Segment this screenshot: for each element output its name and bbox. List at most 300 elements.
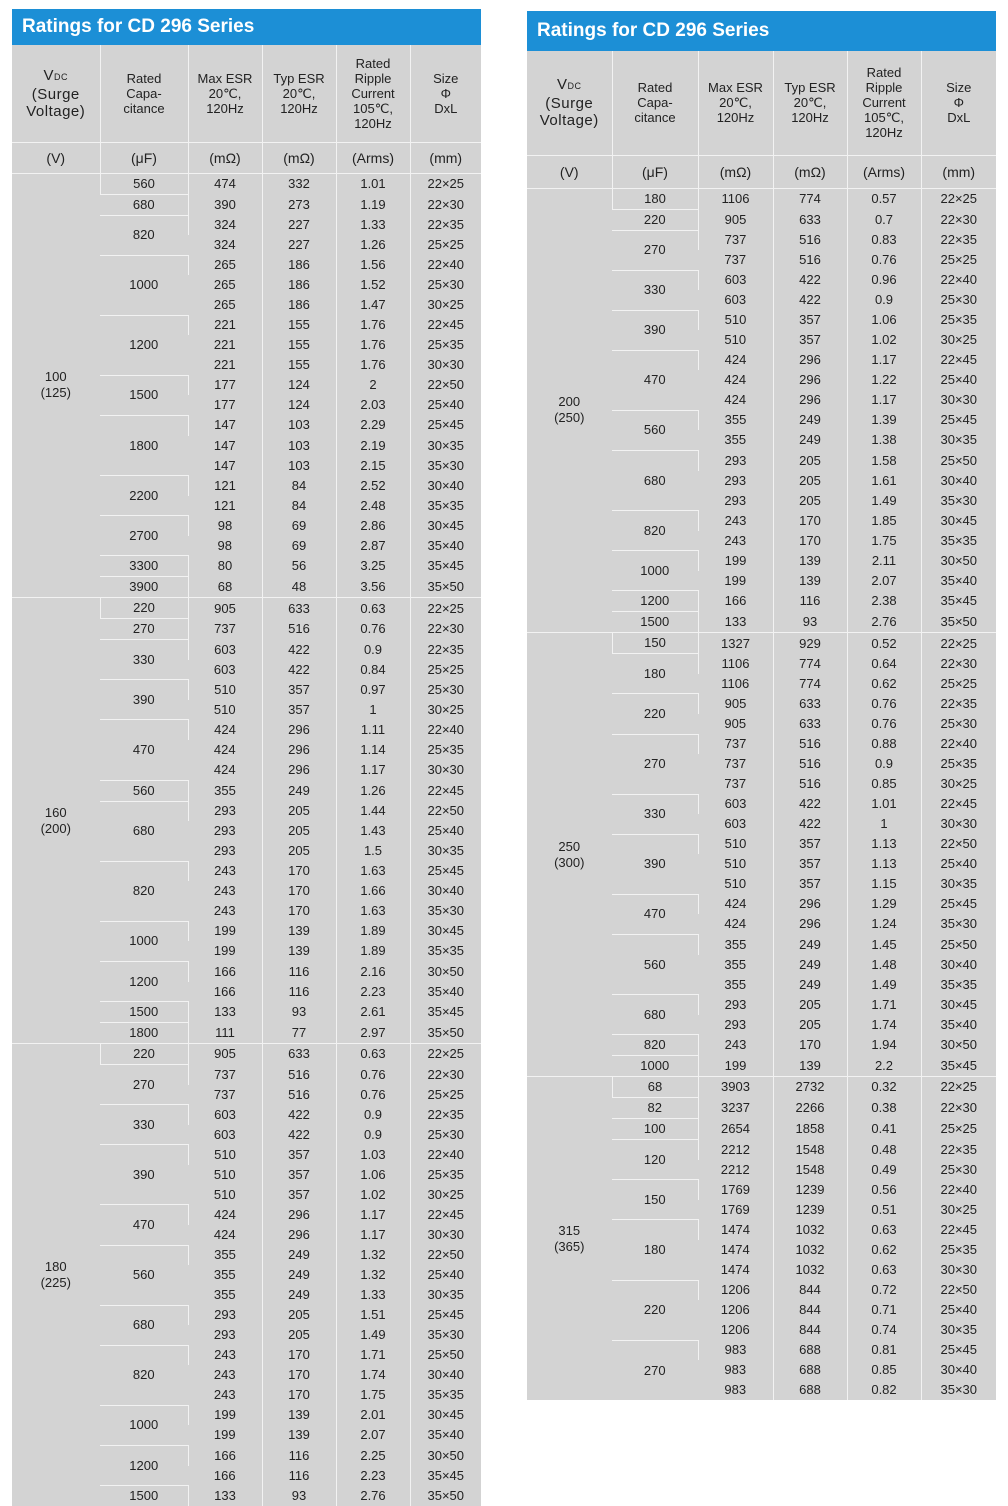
typ-esr-cell: 422	[773, 290, 847, 310]
ripple-current-cell: 2.48	[336, 496, 410, 516]
size-cell: 22×25	[410, 173, 481, 194]
typ-esr-cell: 205	[773, 451, 847, 471]
max-esr-cell: 1106	[698, 654, 773, 674]
surge-voltage-label: (Surge Voltage)	[539, 95, 599, 130]
size-cell: 30×25	[921, 330, 996, 350]
capacitance-cell: 330	[100, 640, 188, 680]
max-esr-cell: 1474	[720, 1241, 750, 1257]
capacitance-cell: 390	[100, 1145, 188, 1205]
typ-esr-cell: 170	[262, 1385, 336, 1405]
size-cell: 25×25	[921, 674, 996, 694]
max-esr-cell: 243	[213, 1367, 236, 1383]
size-cell: 22×35	[921, 230, 996, 250]
capacitance-cell: 1800	[100, 415, 188, 475]
typ-esr-cell: 170	[262, 901, 336, 921]
typ-esr-cell: 186	[262, 295, 336, 315]
capacitance-cell: 470	[612, 894, 698, 934]
size-cell: 35×30	[410, 456, 481, 476]
typ-esr-cell: 422	[262, 1125, 336, 1145]
max-esr-cell: 177	[188, 375, 262, 395]
voltage-cell	[12, 1044, 100, 1506]
ripple-current-cell: 0.62	[847, 1240, 921, 1260]
capacitance-header: Rated Capa- citance	[612, 51, 698, 155]
ripple-current-cell: 1.14	[336, 740, 410, 760]
max-esr-cell: 293	[213, 823, 236, 839]
typ-esr-cell: 1548	[773, 1160, 847, 1180]
max-esr-cell: 510	[724, 332, 747, 348]
max-esr-cell: 221	[213, 357, 236, 373]
typ-esr-cell: 357	[262, 1185, 336, 1205]
max-esr-cell: 603	[698, 794, 773, 814]
typ-esr-cell: 103	[262, 436, 336, 456]
surge-voltage: (300)	[554, 854, 585, 870]
typ-esr-cell: 296	[773, 914, 847, 934]
capacitance-cell: 470	[100, 1205, 188, 1245]
size-cell: 30×30	[921, 814, 996, 834]
max-esr-cell: 510	[213, 1186, 236, 1202]
ripple-current-cell: 1.01	[847, 794, 921, 814]
ripple-current-cell: 1.17	[336, 1225, 410, 1245]
capacitance-cell: 330	[612, 270, 698, 310]
typ-esr-cell: 688	[773, 1340, 847, 1360]
ripple-current-cell: 1.76	[336, 335, 410, 355]
ripple-current-cell: 1.48	[847, 955, 921, 975]
typ-esr-cell: 516	[773, 734, 847, 754]
size-cell: 25×40	[921, 854, 996, 874]
max-esr-cell: 243	[698, 1035, 773, 1056]
typ-esr-cell: 77	[262, 1023, 336, 1044]
ripple-current-cell: 0.76	[336, 1065, 410, 1085]
size-cell: 25×45	[921, 894, 996, 914]
typ-esr-cell: 227	[262, 215, 336, 235]
max-esr-cell: 905	[188, 598, 262, 619]
ripple-current-cell: 1.51	[336, 1305, 410, 1325]
table-row	[12, 1044, 481, 1065]
ripple-current-cell: 1.32	[336, 1245, 410, 1265]
size-cell: 30×40	[410, 1365, 481, 1385]
max-esr-cell: 1474	[698, 1220, 773, 1240]
ripple-current-cell: 0.9	[847, 754, 921, 774]
ripple-current-cell: 0.38	[847, 1098, 921, 1119]
size-cell: 30×35	[921, 874, 996, 894]
typ-esr-cell: 296	[262, 740, 336, 760]
ripple-current-cell: 2.23	[336, 982, 410, 1002]
max-esr-cell: 603	[724, 292, 747, 308]
rated-voltage: 200	[558, 394, 581, 410]
typ-esr-cell: 205	[773, 1015, 847, 1035]
max-esr-cell: 243	[188, 1345, 262, 1365]
typ-esr-cell: 296	[262, 1205, 336, 1225]
size-cell: 25×30	[921, 290, 996, 310]
size-cell: 35×35	[410, 941, 481, 961]
max-esr-cell: 603	[213, 1126, 236, 1142]
typ-esr-cell: 170	[773, 531, 847, 551]
max-esr-cell: 510	[724, 856, 747, 872]
capacitance-cell: 680	[612, 995, 698, 1035]
size-cell: 30×25	[921, 1200, 996, 1220]
capacitance-cell: 470	[100, 720, 188, 780]
size-cell: 25×40	[921, 370, 996, 390]
capacitance-cell: 820	[100, 1345, 188, 1405]
size-cell: 30×35	[410, 841, 481, 861]
size-cell: 22×25	[921, 188, 996, 209]
size-cell: 25×45	[921, 1340, 996, 1360]
max-esr-cell: 2212	[698, 1140, 773, 1160]
max-esr-cell: 510	[213, 1166, 236, 1182]
size-cell: 25×35	[921, 754, 996, 774]
capacitance-header: Rated Capa- citance	[100, 45, 188, 142]
typ-esr-cell: 357	[262, 680, 336, 700]
typ-esr-cell: 422	[262, 660, 336, 680]
ripple-current-cell: 0.52	[847, 633, 921, 654]
size-cell: 35×50	[410, 577, 481, 598]
ripple-current-cell: 0.76	[847, 694, 921, 714]
size-cell: 35×45	[921, 1056, 996, 1077]
capacitance-cell: 560	[612, 410, 698, 450]
ripple-current-cell: 0.32	[847, 1077, 921, 1098]
max-esr-cell: 1327	[698, 633, 773, 654]
max-esr-cell: 424	[213, 762, 236, 778]
size-cell: 30×35	[410, 436, 481, 456]
size-cell: 22×35	[921, 694, 996, 714]
size-cell: 35×40	[410, 536, 481, 556]
max-esr-cell: 68	[188, 577, 262, 598]
size-cell: 22×50	[410, 375, 481, 395]
ripple-current-cell: 1.75	[336, 1385, 410, 1405]
size-cell: 25×45	[921, 410, 996, 430]
size-cell: 25×25	[410, 1085, 481, 1105]
max-esr-cell: 293	[698, 451, 773, 471]
ripple-current-cell: 0.85	[847, 774, 921, 794]
size-cell: 35×40	[410, 982, 481, 1002]
ripple-current-cell: 1.15	[847, 874, 921, 894]
capacitance-cell: 680	[100, 1305, 188, 1345]
max-esr-cell: 1769	[720, 1201, 750, 1217]
max-esr-cell: 133	[698, 612, 773, 633]
ripple-current-cell: 1.89	[336, 941, 410, 961]
typ-esr-cell: 205	[262, 1305, 336, 1325]
unit-size: (mm)	[410, 142, 481, 173]
capacitance-cell: 680	[100, 194, 188, 215]
max-esr-cell: 199	[188, 1405, 262, 1425]
unit-voltage: (V)	[12, 142, 100, 173]
max-esr-cell: 510	[188, 1145, 262, 1165]
capacitance-cell: 220	[100, 598, 188, 619]
unit-size: (mm)	[921, 155, 996, 188]
ripple-current-cell: 1.94	[847, 1035, 921, 1056]
size-cell: 22×40	[410, 1145, 481, 1165]
ripple-current-cell: 0.76	[847, 250, 921, 270]
typ-esr-cell: 249	[262, 1245, 336, 1265]
ripple-current-cell: 1.85	[847, 511, 921, 531]
capacitance-cell: 1200	[100, 1445, 188, 1485]
typ-esr-cell: 688	[773, 1360, 847, 1380]
size-cell: 35×50	[410, 1023, 481, 1044]
capacitance-cell: 560	[100, 1245, 188, 1305]
typ-esr-cell: 84	[262, 496, 336, 516]
size-cell: 25×45	[410, 415, 481, 435]
unit-max-esr: (mΩ)	[698, 155, 773, 188]
max-esr-cell: 737	[698, 230, 773, 250]
ripple-current-cell: 1.43	[336, 821, 410, 841]
capacitance-cell: 820	[100, 861, 188, 921]
table-row	[12, 598, 481, 619]
size-cell: 22×45	[410, 1205, 481, 1225]
max-esr-cell: 1106	[698, 188, 773, 209]
max-esr-cell: 199	[213, 1427, 236, 1443]
ripple-current-cell: 2.25	[336, 1445, 410, 1465]
max-esr-cell: 603	[698, 270, 773, 290]
typ-esr-cell: 633	[262, 1044, 336, 1065]
ripple-current-cell: 2.87	[336, 536, 410, 556]
capacitance-cell: 150	[612, 1180, 698, 1220]
capacitance-cell: 820	[100, 215, 188, 255]
typ-esr-cell: 249	[773, 430, 847, 450]
max-esr-cell: 1474	[720, 1262, 750, 1278]
max-esr-cell: 737	[188, 1065, 262, 1085]
capacitance-cell: 1500	[100, 375, 188, 415]
typ-esr-cell: 357	[773, 874, 847, 894]
ripple-current-cell: 0.76	[336, 1085, 410, 1105]
capacitance-cell: 220	[612, 694, 698, 734]
max-esr-cell: 293	[213, 1327, 236, 1343]
typ-esr-cell: 155	[262, 355, 336, 375]
typ-esr-cell: 332	[262, 173, 336, 194]
voltage-cell	[527, 1077, 612, 1401]
typ-esr-cell: 296	[773, 894, 847, 914]
voltage-cell	[527, 633, 612, 1077]
ripple-current-cell: 0.57	[847, 188, 921, 209]
typ-esr-cell: 249	[262, 1285, 336, 1305]
capacitance-cell: 120	[612, 1140, 698, 1180]
size-cell: 35×35	[410, 496, 481, 516]
size-cell: 25×50	[921, 451, 996, 471]
typ-esr-cell: 139	[262, 941, 336, 961]
typ-esr-cell: 139	[773, 571, 847, 591]
typ-esr-cell: 296	[262, 720, 336, 740]
ripple-current-cell: 0.63	[336, 1044, 410, 1065]
capacitance-cell: 560	[612, 935, 698, 995]
size-cell: 25×40	[410, 821, 481, 841]
capacitance-cell: 1800	[100, 1023, 188, 1044]
size-cell: 30×30	[410, 1225, 481, 1245]
ripple-current-cell: 1.58	[847, 451, 921, 471]
max-esr-cell: 737	[724, 252, 747, 268]
ripple-current-cell: 1.29	[847, 894, 921, 914]
ripple-current-cell: 1.75	[847, 531, 921, 551]
vdc-label: VDC	[43, 66, 68, 84]
size-cell: 30×30	[410, 355, 481, 375]
typ-esr-cell: 186	[262, 275, 336, 295]
typ-esr-cell: 1548	[773, 1140, 847, 1160]
max-esr-cell: 737	[188, 619, 262, 640]
max-esr-cell: 603	[724, 816, 747, 832]
vdc-header	[527, 51, 612, 155]
size-cell: 35×50	[921, 612, 996, 633]
capacitance-cell: 270	[612, 230, 698, 270]
size-cell: 25×30	[410, 275, 481, 295]
typ-esr-cell: 69	[262, 516, 336, 536]
size-cell: 22×50	[410, 801, 481, 821]
typ-esr-cell: 139	[773, 1056, 847, 1077]
max-esr-cell: 265	[213, 297, 236, 313]
size-cell: 25×35	[410, 740, 481, 760]
max-esr-cell: 324	[213, 237, 236, 253]
ripple-current-cell: 1.89	[336, 921, 410, 941]
typ-esr-cell: 516	[773, 250, 847, 270]
rated-voltage: 315	[558, 1222, 581, 1238]
typ-esr-cell: 249	[262, 1265, 336, 1285]
ripple-current-cell: 0.96	[847, 270, 921, 290]
max-esr-cell: 147	[213, 457, 236, 473]
typ-esr-cell: 516	[773, 754, 847, 774]
ripple-current-cell: 1.45	[847, 935, 921, 955]
max-esr-cell: 737	[213, 1086, 236, 1102]
max-esr-cell: 1206	[698, 1280, 773, 1300]
max-esr-cell: 199	[724, 572, 747, 588]
size-cell: 30×50	[410, 1445, 481, 1465]
size-cell: 30×30	[921, 390, 996, 410]
size-header: Size Φ DxL	[410, 45, 481, 142]
size-cell: 22×30	[410, 619, 481, 640]
size-cell: 22×35	[410, 1105, 481, 1125]
typ-esr-cell: 84	[262, 476, 336, 496]
typ-esr-cell: 249	[773, 935, 847, 955]
max-esr-cell: 147	[213, 437, 236, 453]
voltage-cell	[527, 188, 612, 633]
max-esr-cell: 1206	[720, 1322, 750, 1338]
table-row	[527, 188, 996, 209]
max-esr-cell: 355	[698, 935, 773, 955]
max-esr-cell: 166	[698, 591, 773, 612]
ripple-current-cell: 2.52	[336, 476, 410, 496]
ripple-current-cell: 0.51	[847, 1200, 921, 1220]
typ-esr-cell: 56	[262, 556, 336, 577]
capacitance-cell: 820	[612, 1035, 698, 1056]
typ-esr-cell: 774	[773, 674, 847, 694]
max-esr-header: Max ESR 20℃, 120Hz	[698, 51, 773, 155]
size-cell: 35×40	[921, 1015, 996, 1035]
size-cell: 30×35	[921, 1320, 996, 1340]
typ-esr-cell: 227	[262, 235, 336, 255]
size-cell: 22×30	[410, 1065, 481, 1085]
max-esr-cell: 243	[213, 883, 236, 899]
ripple-current-cell: 1.13	[847, 834, 921, 854]
max-esr-cell: 355	[213, 1267, 236, 1283]
rated-voltage: 100	[44, 369, 67, 385]
ripple-current-cell: 0.82	[847, 1380, 921, 1400]
ripple-current-cell: 2.07	[336, 1425, 410, 1445]
size-cell: 25×50	[410, 1345, 481, 1365]
ripple-current-cell: 2	[336, 375, 410, 395]
ripple-current-cell: 3.25	[336, 556, 410, 577]
max-esr-cell: 983	[724, 1362, 747, 1378]
max-esr-cell: 293	[724, 492, 747, 508]
capacitance-cell: 1200	[100, 962, 188, 1002]
typ-esr-cell: 69	[262, 536, 336, 556]
capacitance-cell: 470	[612, 350, 698, 410]
size-cell: 25×25	[921, 1119, 996, 1140]
size-cell: 30×40	[921, 471, 996, 491]
size-cell: 25×45	[410, 861, 481, 881]
max-esr-cell: 243	[213, 903, 236, 919]
size-cell: 25×35	[410, 335, 481, 355]
max-esr-cell: 199	[698, 1056, 773, 1077]
max-esr-cell: 265	[188, 255, 262, 275]
ripple-current-cell: 0.9	[336, 1125, 410, 1145]
capacitance-cell: 1000	[100, 1405, 188, 1445]
typ-esr-cell: 249	[773, 410, 847, 430]
size-cell: 22×35	[921, 1140, 996, 1160]
max-esr-cell: 293	[188, 1305, 262, 1325]
typ-esr-cell: 93	[262, 1002, 336, 1023]
size-cell: 35×30	[410, 1325, 481, 1345]
typ-esr-cell: 93	[773, 612, 847, 633]
capacitance-cell: 680	[612, 451, 698, 511]
size-cell: 35×40	[410, 1425, 481, 1445]
ripple-current-cell: 0.84	[336, 660, 410, 680]
ripple-current-cell: 0.83	[847, 230, 921, 250]
typ-esr-cell: 103	[262, 456, 336, 476]
max-esr-cell: 199	[188, 921, 262, 941]
max-esr-cell: 133	[188, 1486, 262, 1506]
table-row	[527, 1077, 996, 1098]
typ-esr-cell: 155	[262, 335, 336, 355]
capacitance-cell: 560	[100, 780, 188, 801]
max-esr-cell: 293	[724, 472, 747, 488]
ripple-current-cell: 2.29	[336, 415, 410, 435]
ripple-current-cell: 1.02	[336, 1185, 410, 1205]
ripple-current-cell: 0.48	[847, 1140, 921, 1160]
typ-esr-cell: 633	[773, 209, 847, 230]
size-cell: 22×40	[921, 734, 996, 754]
typ-esr-cell: 170	[262, 1345, 336, 1365]
max-esr-cell: 98	[188, 516, 262, 536]
ripple-current-cell: 1.63	[336, 861, 410, 881]
voltage-cell	[12, 598, 100, 1044]
size-cell: 30×25	[410, 700, 481, 720]
size-cell: 25×35	[410, 1165, 481, 1185]
max-esr-cell: 424	[724, 392, 747, 408]
capacitance-cell: 3300	[100, 556, 188, 577]
rated-voltage: 250	[558, 838, 581, 854]
max-esr-cell: 603	[188, 640, 262, 660]
typ-esr-cell: 296	[262, 760, 336, 780]
ripple-current-cell: 1.39	[847, 410, 921, 430]
unit-voltage: (V)	[527, 155, 612, 188]
ripple-current-cell: 1.49	[847, 975, 921, 995]
size-cell: 22×45	[921, 1220, 996, 1240]
ripple-current-cell: 1.56	[336, 255, 410, 275]
capacitance-cell: 180	[612, 188, 698, 209]
typ-esr-cell: 774	[773, 654, 847, 674]
capacitance-cell: 3900	[100, 577, 188, 598]
size-cell: 25×40	[410, 1265, 481, 1285]
max-esr-cell: 983	[698, 1340, 773, 1360]
size-cell: 25×30	[921, 714, 996, 734]
capacitance-cell: 100	[612, 1119, 698, 1140]
capacitance-cell: 270	[612, 1340, 698, 1400]
typ-esr-cell: 844	[773, 1280, 847, 1300]
unit-max-esr: (mΩ)	[188, 142, 262, 173]
max-esr-cell: 166	[213, 1467, 236, 1483]
ripple-current-cell: 1.76	[336, 315, 410, 335]
ripple-current-cell: 0.63	[847, 1260, 921, 1280]
rated-voltage: 180	[44, 1259, 67, 1275]
max-esr-cell: 737	[698, 734, 773, 754]
size-cell: 35×30	[410, 901, 481, 921]
size-cell: 35×30	[921, 491, 996, 511]
